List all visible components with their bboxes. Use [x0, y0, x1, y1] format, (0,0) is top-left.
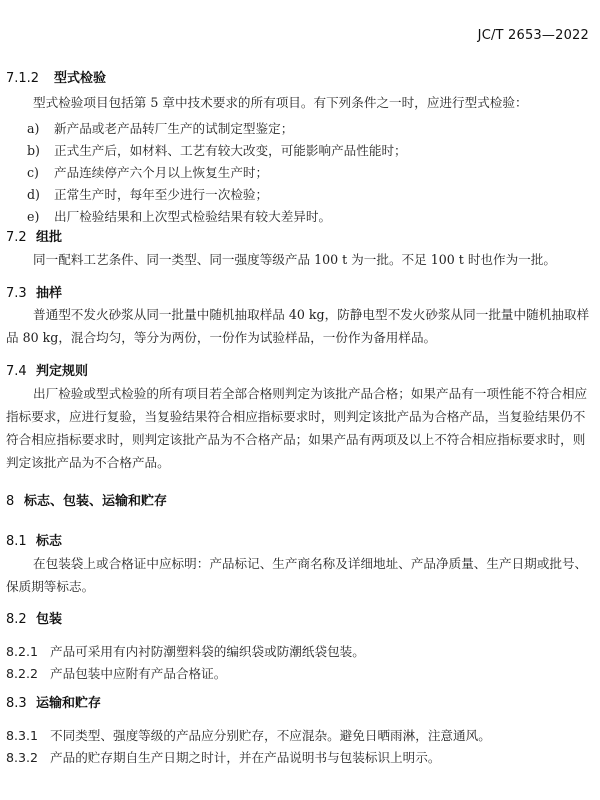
- clause-text: 不同类型、强度等级的产品应分别贮存，不应混杂。避免日晒雨淋，注意通风。: [50, 728, 491, 743]
- paragraph-sampling: 普通型不发火砂浆从同一批量中随机抽取样品 40 kg，防静电型不发火砂浆从同一批量中随机抽取样品 80 kg，混合均匀，等分为两份，一份作为试验样品，一份作为备用样品。: [6, 307, 590, 345]
- section-number: 7.1.2: [6, 71, 40, 86]
- chapter-heading-8: [6, 490, 600, 509]
- paragraph-type-inspection-intro: 型式检验项目包括第 5 章中技术要求的所有项目。有下列条件之一时，应进行型式检验：: [33, 95, 528, 110]
- paragraph-judgment-rules: 出厂检验或型式检验的所有项目若全部合格则判定为该批产品合格；如果产品有一项性能不符合相应指标要求，应进行复验，当复验结果符合相应指标要求时，则判定该批产品为合格产品，当复验结果仍不符合相应指标要求时，则判定该批产品为不合格产品；如果产品有两项及以上不符合相应指标要求时，则判定该批产品为不合格产品。: [6, 386, 588, 470]
- section-number: 8.2: [6, 612, 27, 627]
- list-marker: b): [27, 143, 40, 158]
- clause-8-3-1: [6, 725, 491, 744]
- chapter-number: 8: [6, 494, 15, 509]
- section-heading-8-1: [6, 530, 600, 549]
- list-text: 产品连续停产六个月以上恢复生产时；: [54, 165, 269, 180]
- clause-number: 8.2.1: [6, 644, 39, 659]
- list-item-d: [27, 184, 268, 203]
- list-text: 正式生产后，如材料、工艺有较大改变，可能影响产品性能时；: [54, 143, 407, 158]
- list-text: 正常生产时，每年至少进行一次检验；: [54, 187, 269, 202]
- section-title: 抽样: [36, 286, 63, 301]
- section-number: 7.3: [6, 286, 27, 301]
- clause-number: 8.3.1: [6, 728, 39, 743]
- section-heading-7-2: [6, 226, 600, 245]
- paragraph-batching: 同一配料工艺条件、同一类型、同一强度等级产品 100 t 为一批。不足 100 t 时也作为一批。: [33, 252, 556, 267]
- section-heading-8-3: [6, 692, 600, 711]
- clause-8-2-2: [6, 663, 226, 682]
- clause-8-2-1: [6, 641, 365, 660]
- clause-number: 8.2.2: [6, 666, 39, 681]
- section-heading-7-4: [6, 360, 600, 379]
- section-number: 8.3: [6, 696, 27, 711]
- section-title: 标志: [36, 534, 63, 549]
- section-title: 包装: [36, 612, 63, 627]
- list-item-b: [27, 140, 407, 159]
- section-title: 判定规则: [36, 364, 89, 379]
- list-item-e: [27, 206, 331, 225]
- section-number: 8.1: [6, 534, 27, 549]
- list-marker: c): [27, 165, 39, 180]
- chapter-title: 标志、包装、运输和贮存: [24, 494, 168, 509]
- clause-text: 产品包装中应附有产品合格证。: [50, 666, 227, 681]
- section-title: 型式检验: [54, 71, 107, 86]
- list-text: 新产品或老产品转厂生产的试制定型鉴定；: [54, 121, 294, 136]
- section-heading-7-1-2: [6, 67, 600, 86]
- paragraph-marking: 在包装袋上或合格证中应标明：产品标记、生产商名称及详细地址、产品净质量、生产日期或批号、保质期等标志。: [6, 556, 588, 594]
- clause-8-3-2: [6, 747, 440, 766]
- standard-code-header: JC/T 2653—2022: [477, 28, 589, 43]
- clause-number: 8.3.2: [6, 750, 39, 765]
- list-item-c: [27, 162, 268, 181]
- list-marker: a): [27, 121, 40, 136]
- section-heading-8-2: [6, 608, 600, 627]
- list-marker: d): [27, 187, 40, 202]
- section-title: 运输和贮存: [36, 696, 102, 711]
- clause-text: 产品可采用有内衬防潮塑料袋的编织袋或防潮纸袋包装。: [50, 644, 365, 659]
- section-number: 7.4: [6, 364, 27, 379]
- list-marker: e): [27, 209, 40, 224]
- list-text: 出厂检验结果和上次型式检验结果有较大差异时。: [54, 209, 332, 224]
- clause-text: 产品的贮存期自生产日期之时计，并在产品说明书与包装标识上明示。: [50, 750, 441, 765]
- section-heading-7-3: [6, 282, 600, 301]
- list-item-a: [27, 118, 293, 137]
- section-title: 组批: [36, 230, 63, 245]
- section-number: 7.2: [6, 230, 27, 245]
